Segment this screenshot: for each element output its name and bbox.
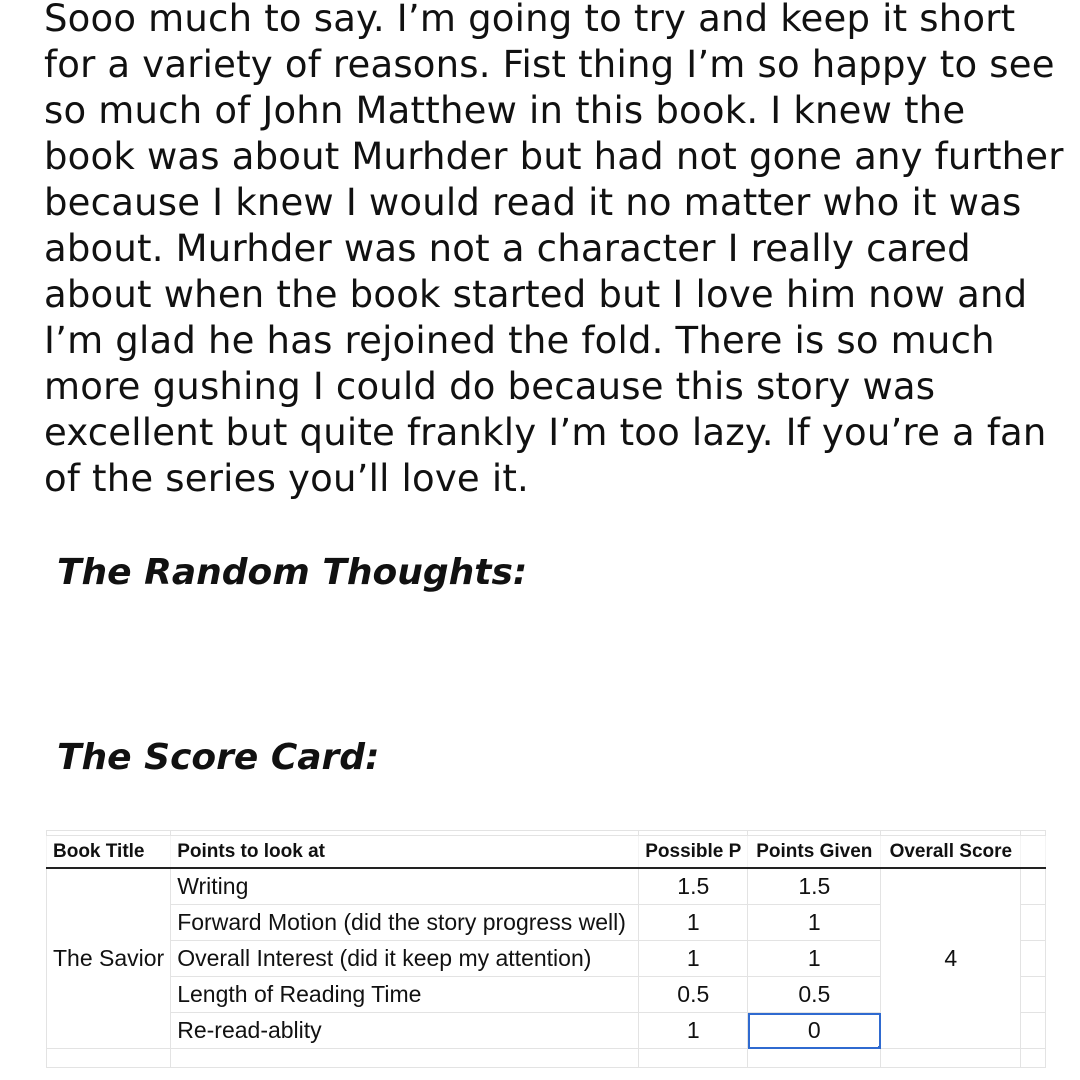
points-given-cell[interactable]: 1 — [748, 941, 881, 977]
score-card-table — [46, 830, 1046, 1068]
spreadsheet-cell[interactable] — [639, 1049, 748, 1068]
spreadsheet-cell[interactable] — [47, 1049, 171, 1068]
possible-points-cell[interactable]: 0.5 — [639, 977, 748, 1013]
score-card-heading: The Score Card: — [57, 737, 380, 778]
header-possible-points[interactable]: Possible P — [639, 836, 748, 869]
points-given-value: 0 — [807, 1017, 821, 1043]
points-given-cell-selected[interactable] — [748, 1013, 881, 1049]
book-title-cell[interactable]: The Savior — [47, 868, 171, 1049]
header-points-given[interactable]: Points Given — [748, 836, 881, 869]
points-given-cell[interactable]: 1.5 — [748, 868, 881, 905]
spreadsheet-cell[interactable] — [1021, 941, 1046, 977]
fill-handle[interactable] — [878, 1046, 881, 1049]
point-label-cell[interactable]: Overall Interest (did it keep my attention) — [171, 941, 639, 977]
spreadsheet-cell[interactable] — [748, 1049, 881, 1068]
spreadsheet-cell[interactable] — [1021, 977, 1046, 1013]
point-label-cell[interactable]: Forward Motion (did the story progress well) — [171, 905, 639, 941]
spreadsheet-cell[interactable] — [881, 1049, 1021, 1068]
spreadsheet-cell[interactable] — [1021, 905, 1046, 941]
possible-points-cell[interactable]: 1 — [639, 905, 748, 941]
points-given-cell[interactable]: 0.5 — [748, 977, 881, 1013]
header-overall-score[interactable]: Overall Score — [881, 836, 1021, 869]
point-label-cell[interactable]: Re-read-ablity — [171, 1013, 639, 1049]
table-row — [47, 868, 1046, 905]
header-row — [47, 836, 1046, 869]
possible-points-cell[interactable]: 1 — [639, 941, 748, 977]
spreadsheet-row-empty — [47, 1049, 1046, 1068]
spreadsheet-cell[interactable] — [1021, 868, 1046, 905]
overall-score-cell[interactable]: 4 — [881, 868, 1021, 1049]
possible-points-cell[interactable]: 1.5 — [639, 868, 748, 905]
possible-points-cell[interactable]: 1 — [639, 1013, 748, 1049]
header-book-title[interactable]: Book Title — [47, 836, 171, 869]
points-given-cell[interactable]: 1 — [748, 905, 881, 941]
spreadsheet-cell[interactable] — [1021, 1013, 1046, 1049]
point-label-cell[interactable]: Writing — [171, 868, 639, 905]
header-points-to-look-at[interactable]: Points to look at — [171, 836, 639, 869]
random-thoughts-heading: The Random Thoughts: — [57, 552, 528, 593]
review-paragraph: Sooo much to say. I’m going to try and keep it short for a variety of reasons. Fist thing I’m so happy to see so much of John Matthew in this book. I knew the book was about Murhder but had not gone any further because I knew I would read it no matter who it was about. Murhder was not a character I really cared about when the book started but I love him now and I’m glad he has rejoined the fold. There is so much more gushing I could do because this story was excellent but quite frankly I’m too lazy. If you’re a fan of the series you’ll love it. — [44, 0, 1064, 500]
spreadsheet-cell[interactable] — [1021, 836, 1046, 869]
point-label-cell[interactable]: Length of Reading Time — [171, 977, 639, 1013]
spreadsheet-cell[interactable] — [171, 1049, 639, 1068]
spreadsheet-cell[interactable] — [1021, 1049, 1046, 1068]
